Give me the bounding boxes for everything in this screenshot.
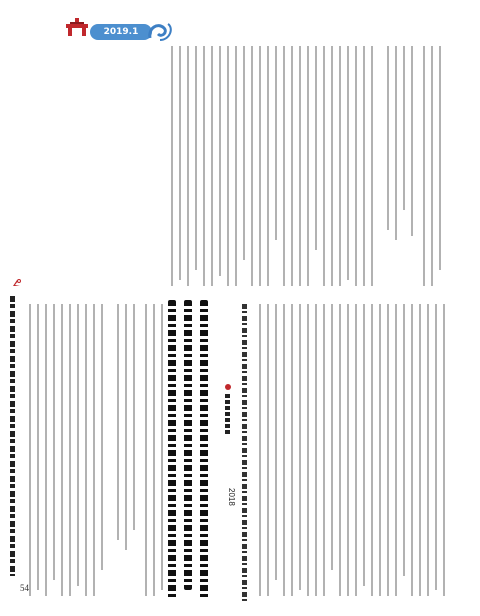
date-line (242, 304, 247, 604)
footer-caption (10, 296, 15, 576)
issue-badge: 2019.1 (90, 24, 152, 40)
party-emblem-icon (12, 278, 22, 288)
tower-logo-icon (64, 18, 90, 36)
body-text-left (26, 300, 166, 600)
body-text-top-right (168, 40, 448, 290)
article-title (168, 300, 212, 610)
date-year: 2018 (227, 488, 236, 506)
page-number: 54 (20, 583, 29, 593)
author-marker-icon (225, 384, 231, 390)
body-text-bottom-right (256, 300, 456, 600)
swirl-logo-icon (146, 20, 174, 42)
author-name (225, 394, 230, 434)
